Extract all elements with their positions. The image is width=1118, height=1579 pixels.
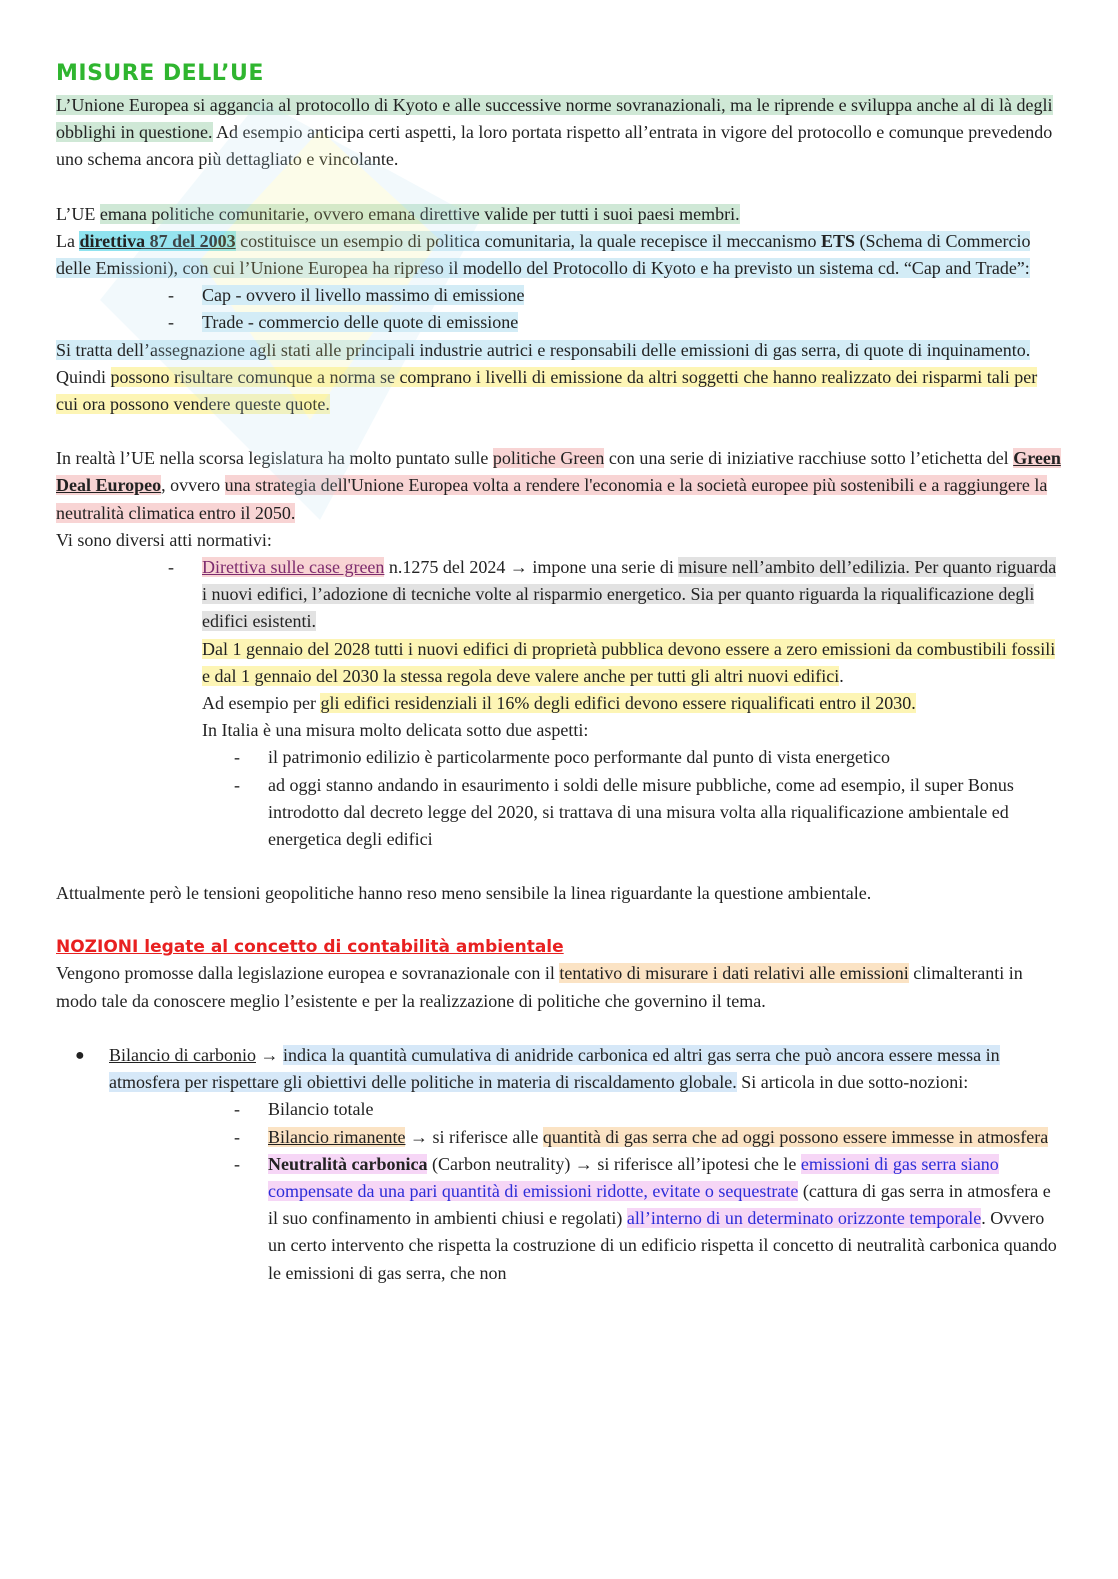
bilancio-term: Bilancio di carbonio <box>109 1044 256 1065</box>
text-run: In realtà l’UE nella scorsa legislatura ha molto puntato sulle <box>56 448 493 469</box>
highlight-text: emissioni di gas serra siano compensate da una pari quantità di emissioni ridotte, evitate o sequestrate <box>268 1153 999 1201</box>
highlight-text: ETS <box>820 230 855 251</box>
spacer <box>56 1015 1062 1042</box>
cap-trade-list <box>168 282 1062 336</box>
highlight-text: politiche Green <box>492 448 605 469</box>
page-title: MISURE DELL’UE <box>56 61 264 86</box>
list-item-text: ad oggi stanno andando in esaurimento i soldi delle misure pubbliche, come ad esempio, il super Bonus introdotto dal decreto legge del 2020, si trattava di una misura volta alla riqualificazione ambientale ed energetica degli edifici <box>268 774 1014 850</box>
list-item <box>168 282 1062 309</box>
bilancio-rimanente-term: Bilancio rimanente <box>268 1126 406 1147</box>
green-deal-link[interactable]: Green Deal Europeo <box>56 448 1061 496</box>
highlight-text: costituisce un esempio di politica comunitaria, la quale recepisce il meccanismo <box>235 230 821 251</box>
paragraph-politiche <box>56 201 1062 228</box>
dash-marker: - <box>168 312 174 333</box>
spacer <box>56 418 1062 445</box>
dash-marker: - <box>234 1153 240 1174</box>
list-item-text: Cap - ovvero il livello massimo di emissione <box>202 285 525 306</box>
list-item <box>168 554 1062 744</box>
list-item-text: Trade - commercio delle quote di emissione <box>202 312 519 333</box>
highlight-text: gli edifici residenziali il 16% degli edifici devono essere riqualificati entro il 2030. <box>320 693 916 714</box>
highlight-text: (Schema di Commercio delle Emissioni), con cui l’Unione Europea ha ripreso il modello del Protocollo di Kyoto e ha previsto un sistema cd. “Cap and Trade”: <box>56 230 1031 279</box>
dash-marker: - <box>234 774 240 795</box>
spacer <box>56 853 1062 880</box>
text-run: Ad esempio anticipa certi aspetti, la loro portata rispetto all’entrata in vigore del protocollo e comunque prevedendo uno schema ancora più dettagliato e vincolante. <box>56 122 1053 170</box>
highlight-text: quantità di gas serra che ad oggi possono essere immesse in atmosfera <box>542 1126 1049 1147</box>
aspetti-list <box>234 744 1062 853</box>
text-run: Si articola in due sotto-nozioni: <box>736 1072 969 1093</box>
highlight-text: una strategia dell'Unione Europea volta a rendere l'economia e la società europee più sostenibili e a raggiungere la neutralità climatica entro il 2050. <box>56 475 1048 523</box>
case-green-link[interactable]: Direttiva sulle case green <box>202 557 385 578</box>
text-run: Ad esempio per <box>202 693 321 714</box>
highlight-text: Dal 1 gennaio del 2028 tutti i nuovi edifici di proprietà pubblica devono essere a zero emissioni da combustibili fossili e dal 1 gennaio del 2030 la stessa regola deve valere anche per tutti gli altri nuovi edifici <box>202 638 1056 686</box>
list-item <box>168 309 1062 336</box>
paragraph-intro <box>56 92 1062 174</box>
paragraph-direttiva <box>56 228 1062 282</box>
text-run: con una serie di iniziative racchiuse sotto l’etichetta del <box>604 448 1014 469</box>
text-run: (Carbon neutrality) → si riferisce all’ipotesi che le <box>427 1153 801 1174</box>
dash-marker: - <box>168 285 174 306</box>
text-run: , ovvero <box>161 475 225 496</box>
paragraph-tensioni: Attualmente però le tensioni geopolitiche hanno reso meno sensibile la linea riguardante la questione ambientale. <box>56 883 872 904</box>
text-run: L’UE <box>56 203 100 224</box>
highlight-text: indica la quantità cumulativa di anidride carbonica ed altri gas serra che può ancora essere messa in atmosfera per rispettare gli obiettivi delle politiche in materia di riscaldamento globale. <box>109 1044 1000 1093</box>
text-run: La <box>56 230 80 251</box>
case-green-italia: In Italia è una misura molto delicata sotto due aspetti: <box>202 720 589 741</box>
text-run: (cattura di gas serra in atmosfera e il suo confinamento in ambienti chiusi e regolati) <box>268 1180 1051 1229</box>
text-run: → <box>255 1044 283 1065</box>
case-green-dates <box>202 636 1062 690</box>
direttiva-link[interactable]: direttiva 87 del 2003 <box>79 230 236 251</box>
text-run: n.1275 del 2024 → impone una serie di <box>384 557 679 578</box>
paragraph-nozioni <box>56 960 1062 1014</box>
spacer <box>56 174 1062 201</box>
text-run: Quindi <box>56 366 111 387</box>
highlight-text: possono risultare comunque a norma se comprano i livelli di emissione da altri soggetti che hanno realizzato dei risparmi tali per cui ora possono vendere queste quote. <box>56 366 1038 415</box>
text-run: Vengono promosse dalla legislazione europea e sovranazionale con il <box>56 963 560 984</box>
text-run: . <box>839 665 844 686</box>
paragraph-green-deal <box>56 445 1062 527</box>
paragraph-assegnazione <box>56 337 1062 419</box>
neutralita-term: Neutralità carbonica <box>268 1153 428 1174</box>
highlight-text: . Per quanto riguarda i nuovi edifici, l’adozione di tecniche volte al risparmio energetico. Sia per quanto riguarda la riqualificazione degli edifici esistenti. <box>202 557 1057 632</box>
list-item-text: Bilancio totale <box>268 1099 374 1120</box>
highlight-text: emana politiche comunitarie, ovvero emana direttive valide per tutti i suoi paesi membri. <box>99 203 740 224</box>
paragraph-atti: Vi sono diversi atti normativi: <box>56 529 272 550</box>
list-item <box>234 772 1062 854</box>
list-item <box>234 1124 1062 1151</box>
highlight-text: L’Unione Europea si aggancia al protocollo di Kyoto e alle successive norme sovranazionali, ma le riprende e sviluppa anche al di là degli obblighi in questione. <box>56 95 1053 143</box>
highlight-text: Si tratta dell’assegnazione agli stati alle principali industrie autrici e responsabili delle emissioni di gas serra, di quote di inquinamento. <box>56 339 1031 360</box>
dash-marker: - <box>234 747 240 768</box>
list-item <box>234 1151 1062 1287</box>
dash-marker: - <box>234 1126 240 1147</box>
dash-marker: - <box>234 1099 240 1120</box>
spacer <box>56 907 1062 934</box>
bullet-dot: ● <box>75 1046 85 1064</box>
highlight-text: tentativo di misurare i dati relativi alle emissioni <box>559 963 909 984</box>
dash-marker: - <box>168 557 174 578</box>
bilancio-bullet <box>75 1042 1062 1096</box>
case-green-example <box>202 690 1062 717</box>
text-run: → si riferisce alle <box>405 1126 543 1147</box>
text-run: . Ovvero un certo intervento che rispetta la costruzione di un edificio rispetta il concetto di neutralità carbonica quando le emissioni di gas serra, che non <box>268 1208 1057 1283</box>
text-run: climalteranti in modo tale da conoscere meglio l’esistente e per la realizzazione di politiche che governino il tema. <box>56 963 1023 1011</box>
list-item-text: il patrimonio edilizio è particolarmente poco performante dal punto di vista energetico <box>268 747 890 768</box>
bilancio-sub-list <box>234 1096 1062 1286</box>
list-item <box>234 1096 1062 1123</box>
list-item <box>234 744 1062 771</box>
atti-normativi-list <box>168 554 1062 744</box>
highlight-text: all’interno di un determinato orizzonte temporale <box>626 1208 982 1229</box>
highlight-text: misure nell’ambito dell’edilizia <box>678 557 906 578</box>
section-title: NOZIONI legate al concetto di contabilità ambientale <box>56 937 564 958</box>
